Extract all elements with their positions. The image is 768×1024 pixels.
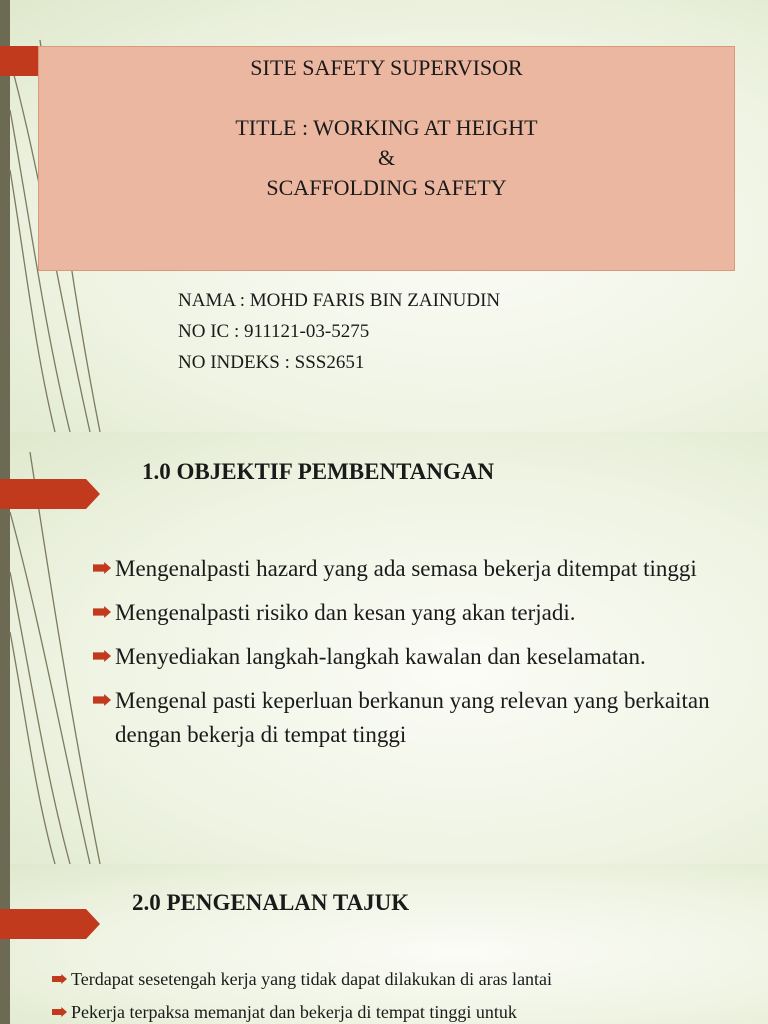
bullet-list — [95, 552, 715, 762]
title-line: & — [377, 145, 396, 170]
title-line: SCAFFOLDING SAFETY — [266, 175, 507, 200]
list-item: Mengenalpasti risiko dan kesan yang akan terjadi. — [95, 596, 715, 630]
list-item: Mengenalpasti hazard yang ada semasa bekerja ditempat tinggi — [95, 552, 715, 586]
ic-line: NO IC : 911121-03-5275 — [178, 321, 370, 342]
index-line: NO INDEKS : SSS2651 — [178, 352, 365, 373]
section-heading: 1.0 OBJEKTIF PEMBENTANGAN — [142, 459, 495, 484]
list-item: Menyediakan langkah-langkah kawalan dan keselamatan. — [95, 640, 715, 674]
left-bar — [0, 864, 10, 1024]
section-heading: 2.0 PENGENALAN TAJUK — [132, 890, 410, 915]
bullet-list — [52, 963, 752, 1024]
arrow-bullet-icon — [93, 650, 111, 662]
accent-tab — [0, 909, 100, 939]
arrow-bullet-icon — [52, 974, 67, 984]
title-line: SITE SAFETY SUPERVISOR — [250, 55, 523, 80]
arrow-bullet-icon — [93, 694, 111, 706]
list-item: Pekerja terpaksa memanjat dan bekerja di tempat tinggi untuk — [52, 996, 752, 1024]
title-box — [38, 46, 735, 271]
presenter-info — [178, 285, 500, 378]
slide-title — [0, 0, 768, 432]
slide-introduction — [0, 864, 768, 1024]
arrow-bullet-icon — [52, 1007, 67, 1017]
title-line: TITLE : WORKING AT HEIGHT — [235, 115, 538, 140]
accent-tab — [0, 479, 100, 509]
list-item: Terdapat sesetengah kerja yang tidak dapat dilakukan di aras lantai — [52, 963, 752, 996]
arrow-bullet-icon — [93, 562, 111, 574]
list-item: Mengenal pasti keperluan berkanun yang relevan yang berkaitan dengan bekerja di tempat tinggi — [95, 684, 715, 752]
arrow-bullet-icon — [93, 606, 111, 618]
name-line: NAMA : MOHD FARIS BIN ZAINUDIN — [178, 290, 501, 311]
slide-objectives — [0, 432, 768, 864]
